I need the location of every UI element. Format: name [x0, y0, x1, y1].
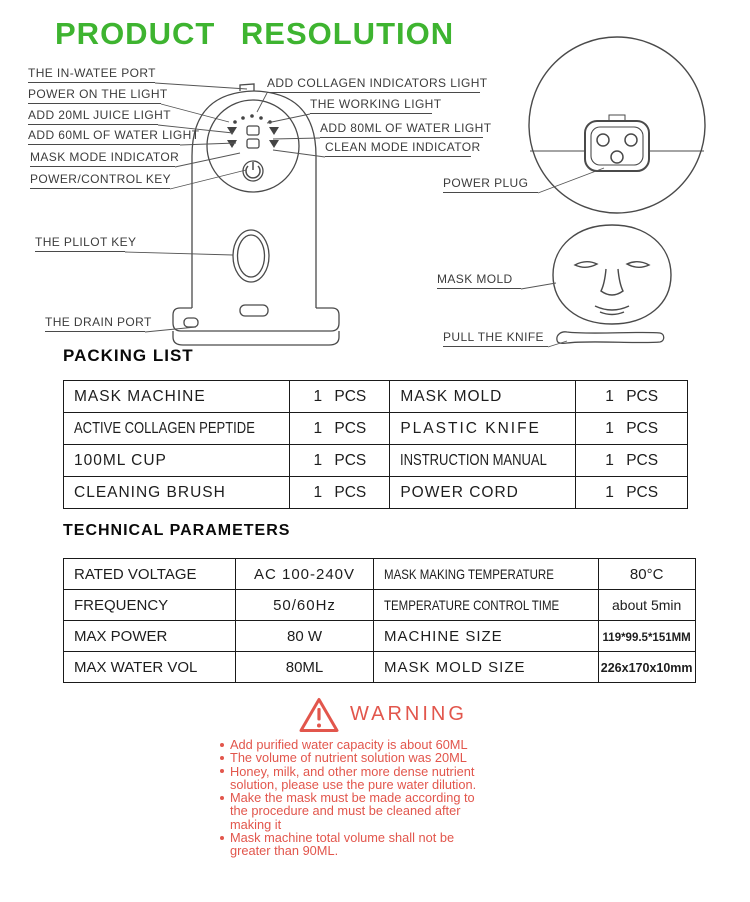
table-row [64, 381, 688, 413]
tech-param [64, 590, 236, 621]
drain-port-detail [184, 318, 198, 327]
cell-text: RATED VOLTAGE [74, 565, 197, 583]
warning-item: The volume of nutrient solution was 20ML [219, 751, 491, 764]
mask-tray-slot [240, 305, 268, 316]
cell-text: 119*99.5*151MM [602, 631, 691, 644]
table-row [64, 590, 696, 621]
table-row [64, 621, 696, 652]
packing-item [64, 381, 290, 413]
label-power-control-key: POWER/CONTROL KEY [30, 172, 170, 189]
cell-text: 1 PCS [605, 387, 659, 405]
tech-param [374, 590, 599, 621]
cell-text: 1 PCS [313, 451, 367, 469]
packing-list-heading: PACKING LIST [63, 346, 194, 365]
label-mask-mode: MASK MODE INDICATOR [30, 150, 175, 167]
cell-text: ACTIVE COLLAGEN PEPTIDE [74, 419, 255, 437]
warning-triangle-icon [299, 697, 339, 733]
table-row [64, 559, 696, 590]
cell-text: 80ML [285, 658, 324, 676]
label-pull-knife: PULL THE KNIFE [443, 330, 548, 347]
tech-value [236, 590, 374, 621]
tech-value [598, 590, 695, 621]
packing-qty [576, 413, 688, 445]
packing-qty [576, 445, 688, 477]
tech-param [64, 621, 236, 652]
cell-text: MASK MOLD [400, 387, 503, 405]
packing-item [390, 445, 576, 477]
cell-text: 1 PCS [313, 483, 367, 501]
label-add-80ml-water: ADD 80ML OF WATER LIGHT [320, 121, 483, 138]
cell-text: MASK MOLD SIZE [384, 658, 526, 676]
packing-item [64, 477, 290, 509]
tech-value [598, 559, 695, 590]
cell-text: 1 PCS [313, 387, 367, 405]
cell-text: 1 PCS [313, 419, 367, 437]
page-title: PRODUCT RESOLUTION [55, 16, 455, 51]
cell-text: INSTRUCTION MANUAL [400, 451, 548, 469]
warning-item: Make the mask must be made according to the procedure and must be cleaned after making it [219, 791, 491, 831]
table-row [64, 413, 688, 445]
packing-item [64, 445, 290, 477]
power-button-icon [243, 161, 263, 181]
cell-text: 226x170x10mm [600, 660, 693, 675]
cell-text: MASK MAKING TEMPERATURE [384, 565, 554, 582]
cell-text: PLASTIC KNIFE [400, 419, 541, 437]
cell-text: 100ML CUP [74, 451, 167, 469]
knife-illustration [557, 332, 664, 344]
cell-text: MASK MACHINE [74, 387, 206, 405]
warning-item: Honey, milk, and other more dense nutrient solution, please use the pure water dilution. [219, 765, 491, 792]
label-in-water-port: THE IN-WATEE PORT [28, 66, 155, 83]
table-row [64, 477, 688, 509]
technical-parameters-heading: TECHNICAL PARAMETERS [63, 522, 291, 539]
label-add-20ml-juice: ADD 20ML JUICE LIGHT [28, 108, 158, 125]
warning-heading: WARNING [350, 703, 467, 725]
cell-text: POWER CORD [400, 483, 519, 501]
packing-item [390, 477, 576, 509]
mask-mold-illustration [553, 225, 671, 324]
packing-qty [290, 445, 390, 477]
packing-qty [290, 381, 390, 413]
packing-qty [576, 381, 688, 413]
tech-param [64, 559, 236, 590]
tech-param [374, 559, 599, 590]
cell-text: 1 PCS [605, 419, 659, 437]
packing-item [390, 381, 576, 413]
packing-table [63, 380, 688, 509]
tech-value [236, 652, 374, 683]
label-drain-port: THE DRAIN PORT [45, 315, 145, 332]
technical-parameters-table [63, 558, 696, 683]
packing-qty [290, 477, 390, 509]
tech-value [236, 621, 374, 652]
cell-text: CLEANING BRUSH [74, 483, 226, 501]
label-add-60ml-water: ADD 60ML OF WATER LIGHT [28, 128, 180, 145]
table-row [64, 652, 696, 683]
cell-text: MAX POWER [74, 627, 168, 645]
label-pilot-key: THE PLILOT KEY [35, 235, 125, 252]
pilot-key-button [233, 230, 269, 282]
label-working-light: THE WORKING LIGHT [310, 97, 432, 114]
label-power-on-light: POWER ON THE LIGHT [28, 87, 161, 104]
cell-text: MACHINE SIZE [384, 627, 503, 645]
packing-qty [290, 413, 390, 445]
tech-value [236, 559, 374, 590]
warning-item: Mask machine total volume shall not be greater than 90ML. [219, 831, 491, 858]
packing-qty [576, 477, 688, 509]
tech-param [64, 652, 236, 683]
cell-text: 50/60Hz [273, 596, 336, 614]
cell-text: about 5min [612, 596, 682, 613]
label-power-plug: POWER PLUG [443, 176, 538, 193]
cell-text: TEMPERATURE CONTROL TIME [384, 596, 560, 613]
machine-illustration [173, 84, 339, 345]
cell-text: MAX WATER VOL [74, 658, 198, 676]
cell-text: AC 100-240V [253, 565, 356, 583]
cell-text: 1 PCS [605, 451, 659, 469]
tech-value [598, 652, 695, 683]
cell-text: FREQUENCY [74, 596, 169, 614]
cell-text: 80 W [286, 627, 322, 645]
label-clean-mode: CLEAN MODE INDICATOR [325, 140, 471, 157]
label-add-collagen-light: ADD COLLAGEN INDICATORS LIGHT [267, 76, 480, 93]
cell-text: 80°C [629, 565, 664, 583]
tech-param [374, 652, 599, 683]
packing-item [390, 413, 576, 445]
cell-text: 1 PCS [605, 483, 659, 501]
table-row [64, 445, 688, 477]
label-mask-mold: MASK MOLD [437, 272, 521, 289]
packing-item [64, 413, 290, 445]
tech-param [374, 621, 599, 652]
tech-value [598, 621, 695, 652]
warning-list [219, 738, 491, 858]
warning-item: Add purified water capacity is about 60ML [219, 738, 491, 751]
